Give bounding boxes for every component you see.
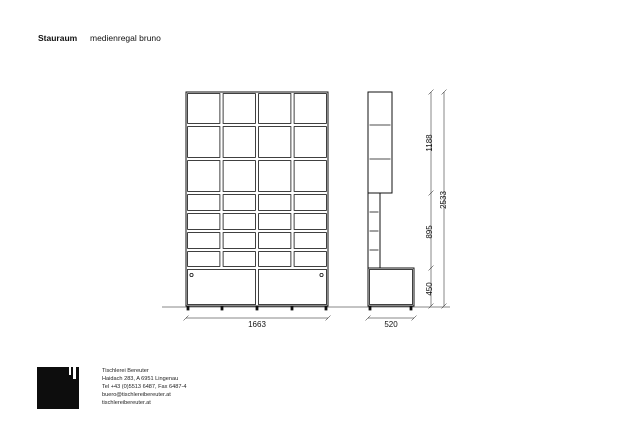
company-web: tischlereibereuter.at (102, 400, 151, 407)
shelf-compartment (223, 252, 255, 267)
cabinet-door-left (188, 270, 256, 305)
logo-notch (69, 367, 71, 375)
shelf-compartment (223, 214, 255, 230)
shelf-compartment (294, 233, 326, 249)
shelf-compartment (188, 161, 220, 192)
company-name: Tischlerei Bereuter (102, 368, 149, 374)
shelf-compartment (188, 214, 220, 230)
shelf-compartment (188, 94, 220, 124)
logo-bar (73, 367, 76, 379)
brand-title: Stauraum (38, 33, 78, 43)
dim-total-height-label: 2533 (439, 191, 448, 209)
shelf-compartment (294, 195, 326, 211)
cabinet-foot (369, 306, 371, 310)
company-phone: Tel +43 (0)5513 6487, Fax 6487-4 (102, 384, 187, 391)
dimension-lines (162, 90, 450, 321)
cabinet-foot (291, 306, 293, 310)
shelf-compartment (188, 195, 220, 211)
side-base-panel (370, 270, 413, 305)
shelf-compartment (294, 214, 326, 230)
shelf-compartment (259, 233, 291, 249)
shelf-compartment (294, 161, 326, 192)
shelf-compartment (223, 195, 255, 211)
dim-upper-height-label: 1188 (425, 134, 434, 152)
dim-side-depth-label: 520 (384, 320, 398, 329)
shelf-compartment (188, 127, 220, 158)
dim-front-width-label: 1663 (248, 320, 266, 329)
shelf-compartment (259, 214, 291, 230)
cabinet-foot (325, 306, 327, 310)
company-address: Haidach 283, A 6951 Lingenau (102, 376, 179, 383)
product-name: medienregal bruno (90, 33, 161, 43)
company-email: buero@tischlereibereuter.at (102, 392, 171, 399)
cabinet-foot (221, 306, 223, 310)
side-middle-section (368, 193, 380, 268)
front-view (186, 92, 328, 310)
shelf-compartment (188, 233, 220, 249)
dim-lower-height-label: 450 (425, 282, 434, 296)
door-knob (320, 273, 323, 276)
cabinet-foot (410, 306, 412, 310)
door-knob (190, 273, 193, 276)
side-base-cabinet (368, 268, 414, 306)
shelf-compartment (223, 233, 255, 249)
company-contact (102, 367, 186, 407)
shelf-compartment (259, 195, 291, 211)
shelf-compartment (223, 127, 255, 158)
side-view (368, 92, 414, 310)
side-upper-section (368, 92, 392, 193)
shelf-compartment (259, 252, 291, 267)
cabinet-foot (256, 306, 258, 310)
dim-middle-height-label: 895 (425, 225, 434, 239)
front-outline (186, 92, 328, 306)
shelf-compartment (223, 161, 255, 192)
shelf-compartment (294, 127, 326, 158)
cabinet-foot (187, 306, 189, 310)
shelf-compartment (259, 94, 291, 124)
company-logo (37, 367, 79, 409)
cabinet-door-right (259, 270, 327, 305)
shelf-compartment (188, 252, 220, 267)
shelf-compartment (259, 161, 291, 192)
shelf-compartment (223, 94, 255, 124)
shelf-compartment (259, 127, 291, 158)
shelf-compartment (294, 94, 326, 124)
shelf-compartment (294, 252, 326, 267)
